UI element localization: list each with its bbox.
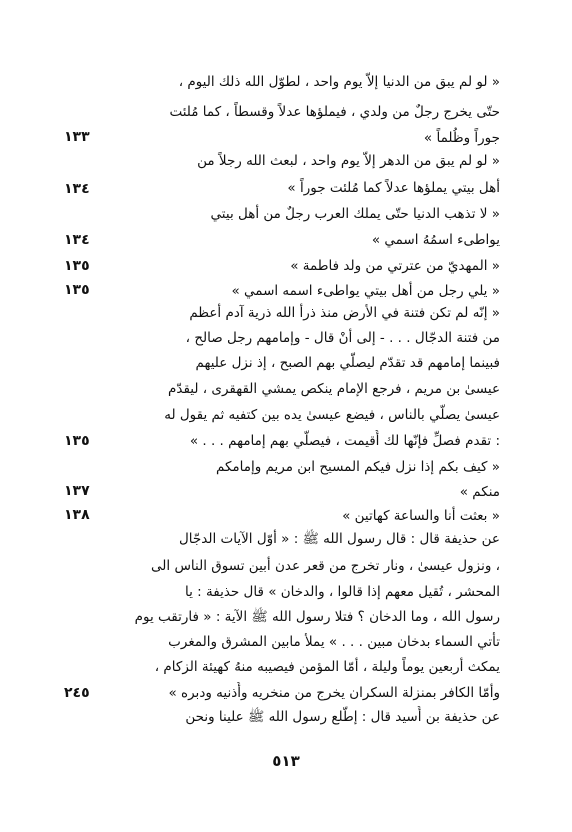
- text-line: « المهديّ من عترتي من ولد فاطمة »: [290, 258, 500, 274]
- text-line: أهل بيتي يملؤها عدلاً كما مُلئت جوراً »: [287, 180, 500, 196]
- text-line: من فتنة الدجّال . . . - إلى أنْ قال - وإمامهم رجل صالح ،: [185, 330, 500, 346]
- margin-reference-number: ١٣٥: [64, 433, 90, 449]
- text-line: « يلي رجل من أهل بيتي يواطىء اسمه اسمي »: [231, 283, 500, 299]
- text-line: « لا تذهب الدنيا حتّى يملك العرب رجلٌ من أهل بيتي: [210, 206, 500, 222]
- text-line: يمكث أربعين يوماً وليلة ، أمّا المؤمن فيصيبه منهُ كهيئة الزكام ،: [154, 659, 500, 675]
- page-number: ٥١٣: [272, 752, 300, 770]
- margin-reference-number: ١٣٨: [64, 507, 90, 523]
- text-line: « لو لم يبق من الدنيا إلاّ يوم واحد ، لطوّل الله ذلك اليوم ،: [178, 74, 500, 90]
- margin-reference-number: ١٣٧: [64, 483, 90, 499]
- text-line: « إنّه لم تكن فتنة في الأرض منذ ذرأ الله ذرية آدم أعظم: [189, 305, 500, 321]
- margin-reference-number: ١٣٤: [64, 181, 90, 197]
- text-line: منكم »: [459, 484, 500, 500]
- text-line: رسول الله ، وما الدخان ؟ فتلا رسول الله ﷺ الآية : « فارتقب يوم: [134, 609, 500, 625]
- text-line: عيسىٰ بن مريم ، فرجع الإمام ينكص يمشي القهقرى ، ليقدّم: [168, 381, 500, 397]
- text-line: المحشر ، تُقيل معهم إذا قالوا ، والدخان » قال حذيفة : يا: [185, 584, 500, 600]
- text-line: عيسىٰ يصلّي بالناس ، فيضع عيسىٰ يده بين كتفيه ثم يقول له: [164, 407, 500, 423]
- text-line: وأمّا الكافر بمنزلة السكران يخرج من منخريه وأُذنيه ودبره »: [168, 685, 500, 701]
- text-line: عن حذيفة بن أُسيد قال : إطّلع رسول الله ﷺ علينا ونحن: [185, 709, 500, 725]
- text-line: « كيف بكم إذا نزل فيكم المسيح ابن مريم وإمامكم: [215, 459, 500, 475]
- text-line: عن حذيفة قال : قال رسول الله ﷺ : « أوّل الآيات الدجّال: [178, 531, 500, 547]
- text-line: جوراً وظُلماً »: [423, 130, 500, 146]
- margin-reference-number: ١٣٥: [64, 258, 90, 274]
- text-line: يواطىء اسمُهُ اسمي »: [371, 232, 500, 248]
- margin-reference-number: ١٣٥: [64, 282, 90, 298]
- text-line: « لو لم يبق من الدهر إلاّ يوم واحد ، لبعث الله رجلاً من: [197, 153, 500, 169]
- margin-reference-number: ٢٤٥: [64, 685, 90, 701]
- text-line: « بعثت أنا والساعة كهاتين »: [342, 508, 500, 524]
- text-line: تأتي السماء بدخان مبين . . . » يملأ مابين المشرق والمغرب: [168, 634, 500, 650]
- text-line: حتّى يخرج رجلٌ من ولدي ، فيملؤها عدلاً وقسطاً ، كما مُلئت: [169, 104, 500, 120]
- text-line: فبينما إمامهم قد تقدّم ليصلّي بهم الصبح ، إذ نزل عليهم: [195, 355, 500, 371]
- text-line: : تقدم فصلِّ فإنّها لك أُقيمت ، فيصلّي بهم إمامهم . . . »: [189, 433, 500, 449]
- text-line: ، ونزول عيسىٰ ، ونار تخرج من قعر عدن أبين تسوق الناس الى: [151, 558, 500, 574]
- margin-reference-number: ١٣٤: [64, 232, 90, 248]
- margin-reference-number: ١٣٣: [64, 129, 90, 145]
